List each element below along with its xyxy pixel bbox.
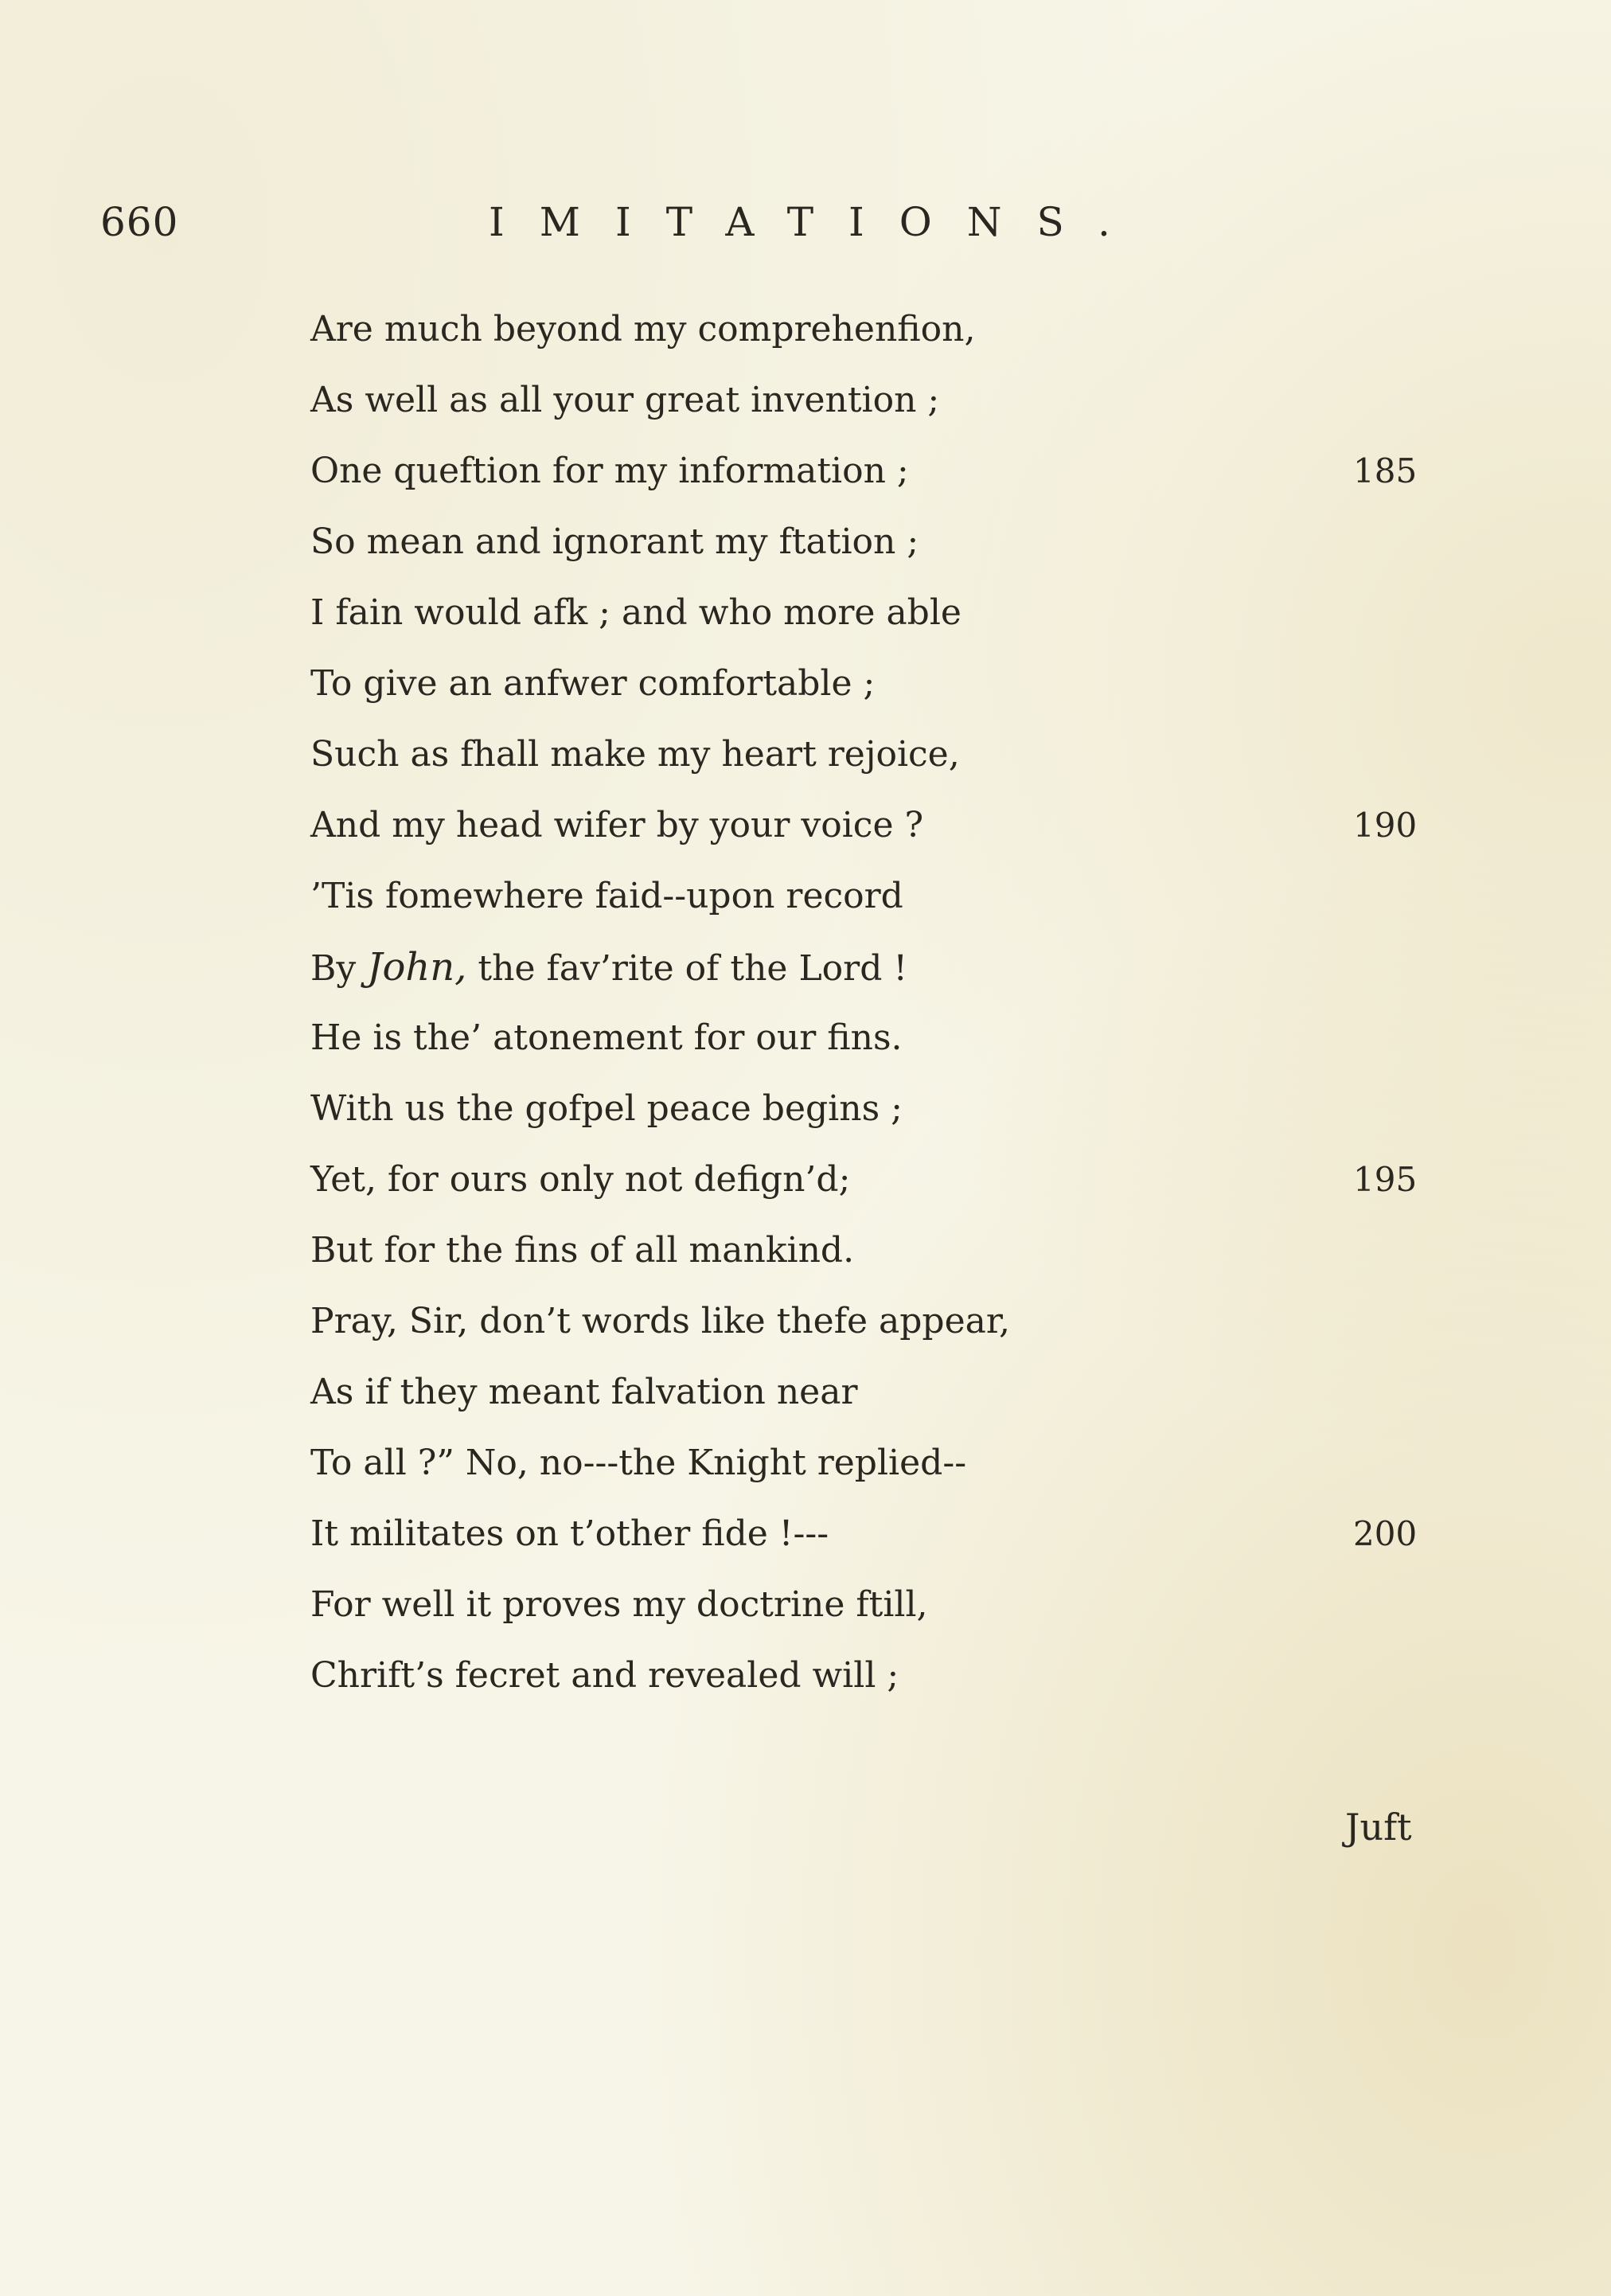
poem-line: As well as all your great invention ; xyxy=(310,380,940,420)
running-head: IMITATIONS. xyxy=(489,199,1145,245)
poem-line: Such as fhall make my heart rejoice, xyxy=(310,734,960,775)
poem-line: Are much beyond my comprehenfion, xyxy=(310,309,976,349)
poem-line: It militates on t’other fide !--- xyxy=(310,1513,829,1554)
poem-line: But for the fins of all mankind. xyxy=(310,1230,855,1271)
italic-name: John, xyxy=(367,945,467,990)
page-number: 660 xyxy=(100,199,179,245)
poem-line: And my head wifer by your voice ? xyxy=(310,805,924,845)
poem-line: One queftion for my information ; xyxy=(310,451,909,491)
poem-line: To give an anfwer comfortable ; xyxy=(310,663,876,704)
line-number: 185 xyxy=(1353,451,1418,490)
line-number: 200 xyxy=(1353,1514,1418,1553)
poem-line: As if they meant falvation near xyxy=(310,1372,858,1412)
poem-line-lead: By xyxy=(310,948,357,989)
poem-line: To all ?” No, no---the Knight replied-- xyxy=(310,1443,967,1483)
catchword: Juft xyxy=(1345,1806,1412,1849)
poem-line: Pray, Sir, don’t words like thefe appear, xyxy=(310,1301,1011,1341)
poem-line: ’Tis fomewhere faid--upon record xyxy=(310,876,903,916)
poem-line: So mean and ignorant my ftation ; xyxy=(310,521,919,562)
poem-line: For well it proves my doctrine ftill, xyxy=(310,1584,928,1625)
poem-line: Chrift’s fecret and revealed will ; xyxy=(310,1655,899,1696)
poem-line: He is the’ atonement for our fins. xyxy=(310,1017,903,1058)
poem-line: With us the gofpel peace begins ; xyxy=(310,1088,903,1129)
line-number: 190 xyxy=(1353,806,1418,845)
poem-line-rest: the fav’rite of the Lord ! xyxy=(466,948,908,989)
line-number: 195 xyxy=(1353,1160,1418,1199)
poem-line: I fain would afk ; and who more able xyxy=(310,592,962,633)
poem-line xyxy=(310,943,907,991)
poem-line: Yet, for ours only not defign’d; xyxy=(310,1159,851,1200)
